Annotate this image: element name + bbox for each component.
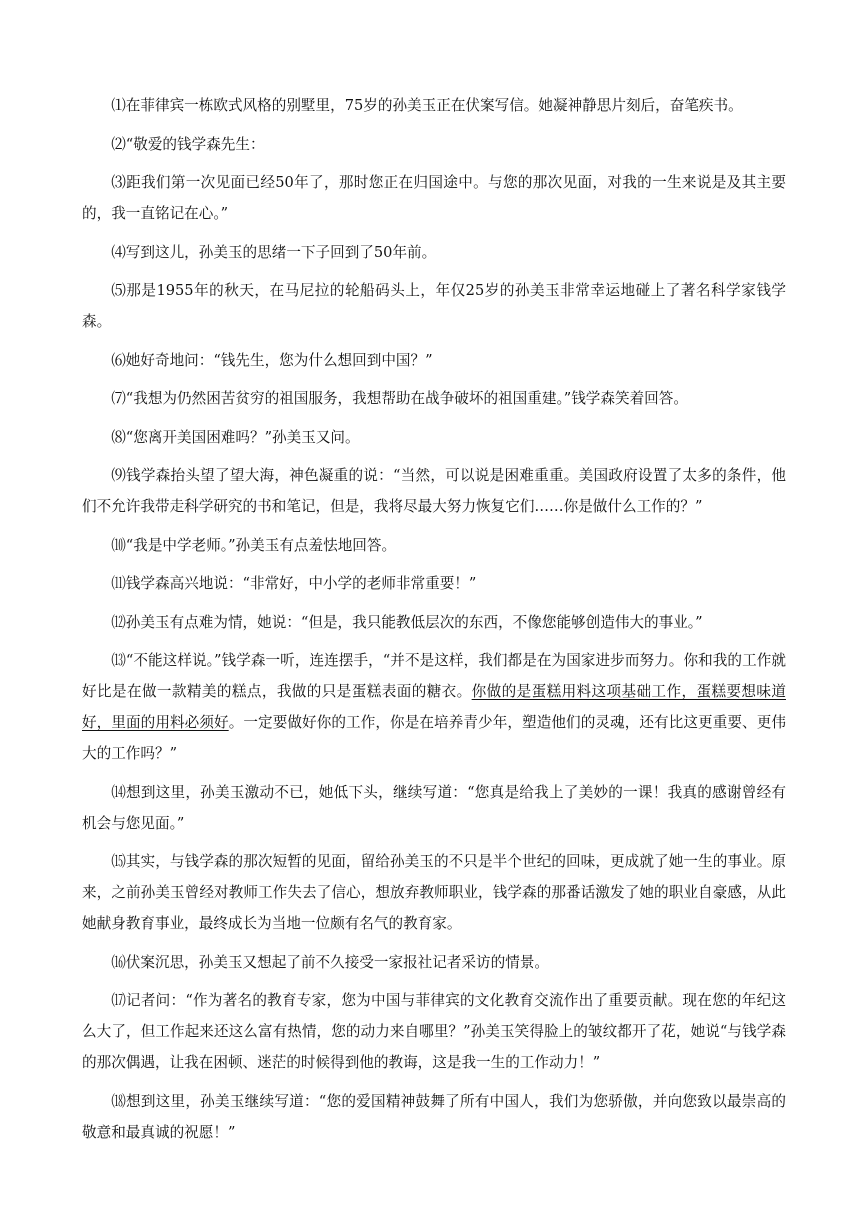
paragraph-13: [82, 645, 786, 769]
paragraph-11: [82, 568, 786, 599]
text-segment: 。一定要做好你的工作，你是在培养青少年，塑造他们的灵魂，还有比这更重要、更伟大的工作吗？”: [82, 714, 786, 762]
paragraph-15: [82, 846, 786, 939]
text-segment: ⑵“敬爱的钱学森先生：: [111, 135, 265, 153]
text-segment: ⑷写到这儿，孙美玉的思绪一下子回到了50年前。: [111, 243, 437, 261]
text-segment: ⑽“我是中学老师。”孙美玉有点羞怯地回答。: [111, 536, 397, 554]
text-segment: ⒁想到这里，孙美玉激动不已，她低下头，继续写道：“您真是给我上了美妙的一课！我真的感谢曾经有机会与您见面。”: [82, 783, 786, 832]
paragraph-9: [82, 460, 786, 522]
paragraph-12: [82, 607, 786, 638]
paragraph-2: [82, 129, 786, 160]
text-segment: ⑾钱学森高兴地说：“非常好，中小学的老师非常重要！”: [111, 575, 477, 592]
paragraph-5: [82, 275, 786, 337]
paragraph-7: [82, 383, 786, 414]
text-segment: ⑺“我想为仍然困苦贫穷的祖国服务，我想帮助在战争破坏的祖国重建。”钱学森笑着回答。: [111, 390, 688, 407]
text-segment: ⑸那是1955年的秋天，在马尼拉的轮船码头上，年仅25岁的孙美玉非常幸运地碰上了著名科学家钱学森。: [82, 282, 786, 330]
text-segment: ⑿孙美玉有点难为情，她说：“但是，我只能教低层次的东西，不像您能够创造伟大的事业。”: [111, 613, 703, 631]
paragraph-8: [82, 422, 786, 453]
paragraph-3: [82, 167, 786, 229]
text-segment: ⒂其实，与钱学森的那次短暂的见面，留给孙美玉的不只是半个世纪的回味，更成就了她一生的事业。原来，之前孙美玉曾经对教师工作失去了信心，想放弃教师职业，钱学森的那番话激发了她的职业自豪感，从此她献身教育事业，最终成长为当地一位颇有名气的教育家。: [82, 853, 786, 932]
text-segment: ⑻“您离开美国困难吗？”孙美玉又问。: [111, 428, 360, 446]
paragraph-18: [82, 1086, 786, 1148]
paragraph-4: [82, 237, 786, 268]
paragraph-14: [82, 777, 786, 839]
text-segment: ⒃伏案沉思，孙美玉又想起了前不久接受一家报社记者采访的情景。: [111, 953, 550, 971]
text-segment: ⑶距我们第一次见面已经50年了，那时您正在归国途中。与您的那次见面，对我的一生来说是及其主要的，我一直铭记在心。”: [82, 174, 786, 222]
underlined-sentence: 你做的是蛋糕用料这项基础工作，蛋糕要想味道好，里面的用料必须好: [82, 683, 786, 731]
text-segment: ⒀“不能这样说。”钱学森一听，连连摆手，“并不是这样，我们都是在为国家进步而努力。你和我的工作就好比是在做一款精美的糕点，我做的只是蛋糕表面的糖衣。: [82, 652, 786, 700]
paragraph-10: [82, 530, 786, 561]
document-body: [82, 90, 786, 1148]
paragraph-1: [82, 90, 786, 121]
text-segment: ⒅想到这里，孙美玉继续写道：“您的爱国精神鼓舞了所有中国人，我们为您骄傲，并向您致以最崇高的敬意和最真诚的祝愿！”: [82, 1092, 786, 1141]
text-segment: ⑴在菲律宾一栋欧式风格的别墅里，75岁的孙美玉正在伏案写信。她凝神静思片刻后，奋笔疾书。: [111, 97, 743, 114]
paragraph-6: [82, 345, 786, 376]
text-segment: ⑹她好奇地问：“钱先生，您为什么想回到中国？”: [111, 351, 433, 369]
text-segment: ⑼钱学森抬头望了望大海，神色凝重的说：“当然，可以说是困难重重。美国政府设置了太多的条件，他们不允许我带走科学研究的书和笔记，但是，我将尽最大努力恢复它们……你是做什么工作的？”: [82, 467, 786, 515]
paragraph-17: [82, 985, 786, 1078]
text-segment: ⒄记者问：“作为著名的教育专家，您为中国与菲律宾的文化教育交流作出了重要贡献。现在您的年纪这么大了，但工作起来还这么富有热情，您的动力来自哪里？”孙美玉笑得脸上的皱纹都开了花，她说“与钱学森的那次偶遇，让我在困顿、迷茫的时候得到他的教诲，这是我一生的工作动力！”: [82, 992, 786, 1071]
paragraph-16: [82, 947, 786, 978]
